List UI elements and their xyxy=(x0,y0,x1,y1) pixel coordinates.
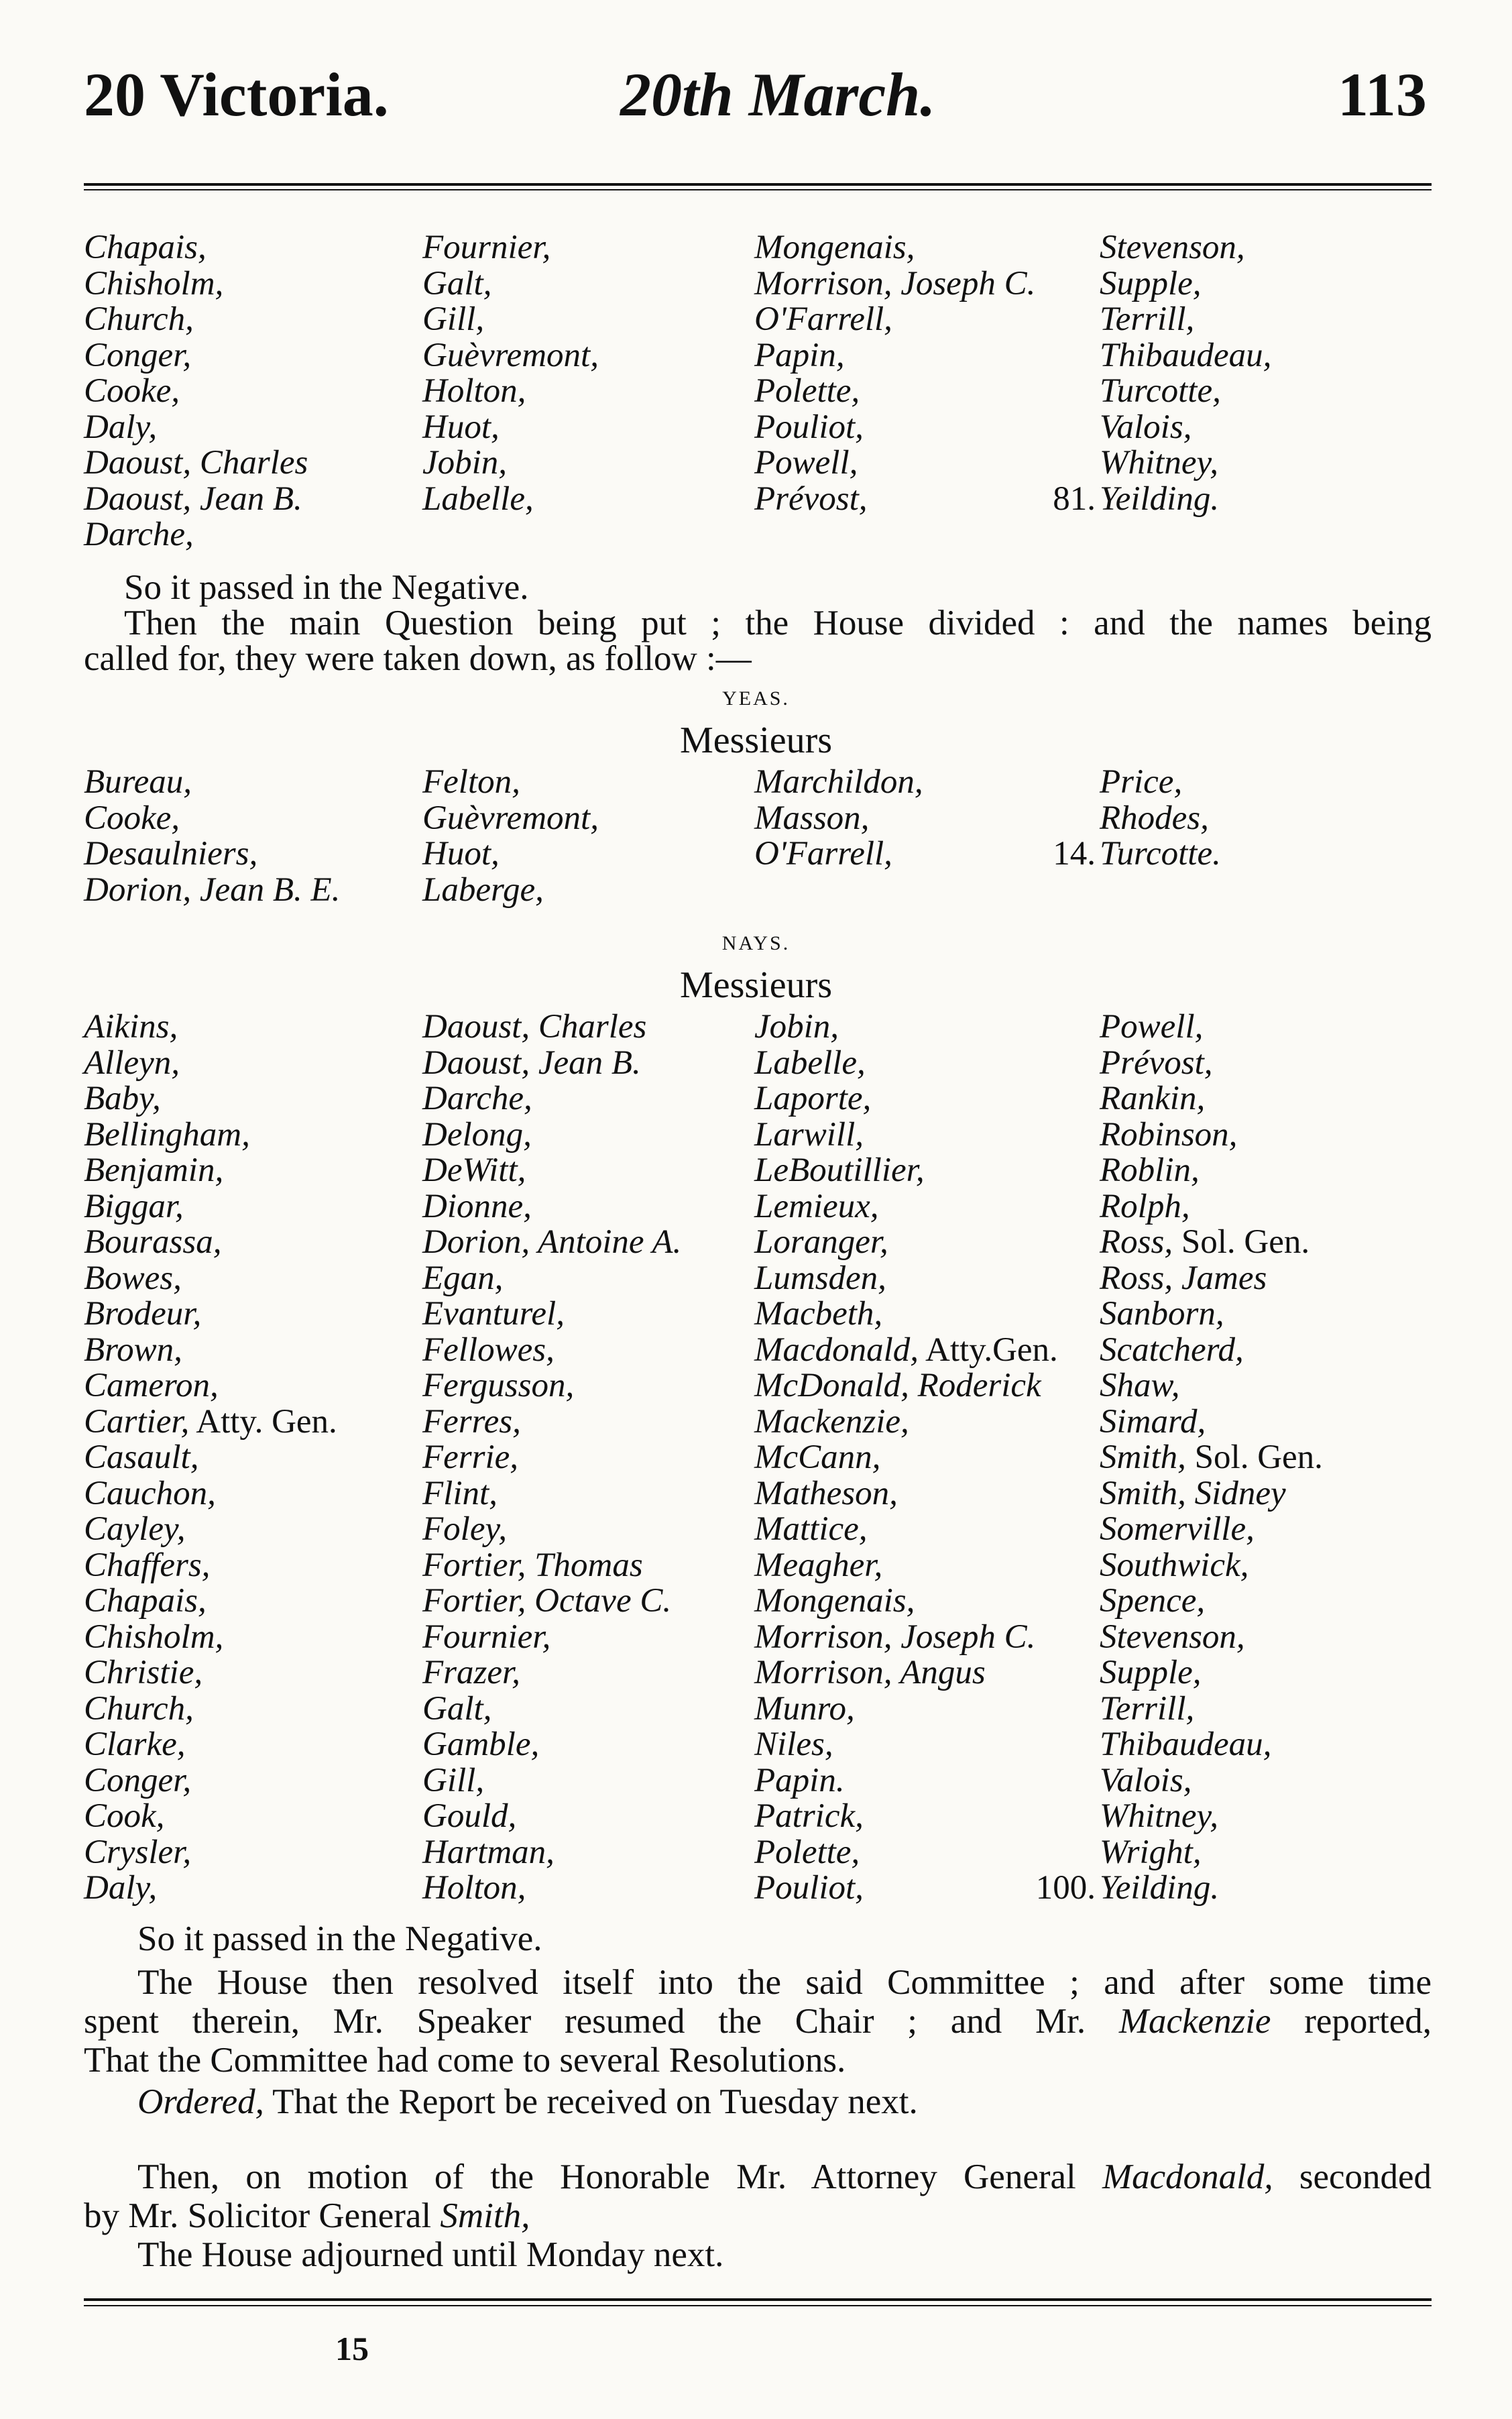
member-name: Supple, xyxy=(1100,1654,1202,1691)
member-name: Jobin, xyxy=(422,444,508,482)
member-name: Mattice, xyxy=(754,1510,868,1548)
member-name: Roblin, xyxy=(1100,1151,1200,1189)
member-name: Laberge, xyxy=(422,870,544,909)
nays-total: 100. xyxy=(1035,1869,1096,1907)
member-name: Whitney, xyxy=(1100,444,1219,482)
member-name: Gould, xyxy=(422,1797,517,1835)
member-name: Robinson, xyxy=(1100,1115,1238,1154)
main-question-line1: Then the main Question being put ; the House divided : and the names being xyxy=(124,604,1432,642)
member-name: Galt, xyxy=(422,264,492,302)
member-name: Ferrie, xyxy=(422,1439,519,1476)
header-rule-thick xyxy=(84,183,1432,186)
member-name: Cooke, xyxy=(84,372,180,410)
member-name: Somerville, xyxy=(1100,1510,1255,1548)
member-name: Smith, xyxy=(440,2196,530,2235)
member-name-text: Yeilding. xyxy=(1100,1869,1220,1907)
motion-line1 xyxy=(137,2156,1432,2198)
member-name: Daoust, Charles xyxy=(422,1008,647,1046)
committee-line2-text: spent therein, Mr. Speaker resumed the Chair ; and Mr. xyxy=(84,2002,1086,2041)
member-name: Simard, xyxy=(1100,1402,1206,1441)
member-name: Daoust, Jean B. xyxy=(422,1044,641,1082)
member-name: Niles, xyxy=(754,1726,833,1763)
member-name: Rankin, xyxy=(1100,1080,1206,1117)
member-name: Daoust, Jean B. xyxy=(84,480,302,518)
yeas-messieurs: Messieurs xyxy=(679,720,833,761)
member-name: Dorion, Jean B. E. xyxy=(84,870,341,909)
member-name: Fournier, xyxy=(422,1618,551,1656)
member-name-text: Smith, xyxy=(1100,1439,1186,1476)
nays-names xyxy=(84,1009,1432,1921)
nays-col1 xyxy=(84,1009,337,1907)
negative-statement: So it passed in the Negative. xyxy=(124,568,529,607)
member-name: Crysler, xyxy=(84,1833,192,1871)
member-name: Felton, xyxy=(422,763,520,801)
member-name: Thibaudeau, xyxy=(1100,336,1272,374)
ordered-label: Ordered, xyxy=(137,2082,264,2121)
member-name-text: Turcotte. xyxy=(1100,835,1221,873)
motion-line1-end: seconded xyxy=(1299,2157,1432,2196)
nays-col4 xyxy=(1035,1008,1323,1907)
volume-title: 20 Victoria. xyxy=(84,60,389,129)
member-name: Morrison, Joseph C. xyxy=(754,1618,1036,1656)
member-name: Loranger, xyxy=(754,1223,888,1261)
member-name: Brown, xyxy=(84,1331,182,1369)
nays-col3 xyxy=(754,1009,1058,1907)
signature-mark: 15 xyxy=(335,2330,369,2367)
member-name: Labelle, xyxy=(422,480,534,518)
division1-col3 xyxy=(754,230,1035,517)
committee-line3: That the Committee had come to several Resolutions. xyxy=(84,2041,846,2080)
member-name: Chapais, xyxy=(84,1582,207,1620)
member-name: Gill, xyxy=(422,300,485,338)
nays-heading: NAYS. xyxy=(721,932,791,954)
member-name: Church, xyxy=(84,1689,194,1728)
division1-col1 xyxy=(84,230,308,553)
division-total: 81. xyxy=(1053,480,1096,518)
committee-line1: The House then resolved itself into the said Committee ; and after some time xyxy=(137,1963,1432,2002)
yeas-col3 xyxy=(754,765,923,873)
member-name: Mackenzie xyxy=(1118,2002,1271,2041)
member-name: Smith, Sidney xyxy=(1100,1474,1286,1512)
member-name: Chisholm, xyxy=(84,1618,224,1656)
member-name: Christie, xyxy=(84,1654,203,1691)
member-name: Macdonald, xyxy=(1102,2157,1273,2196)
yeas-col2 xyxy=(422,765,599,908)
motion-line1-text: Then, on motion of the Honorable Mr. Attorney General xyxy=(137,2157,1076,2196)
member-name: Prévost, xyxy=(754,480,868,518)
member-name: Mongenais, xyxy=(754,1582,915,1620)
member-name: Church, xyxy=(84,300,194,338)
member-name: O'Farrell, xyxy=(754,300,892,338)
member-name: Cayley, xyxy=(84,1510,186,1548)
member-name: Darche, xyxy=(84,516,194,553)
member-name: Delong, xyxy=(422,1115,532,1154)
member-name: Brodeur, xyxy=(84,1295,202,1333)
member-name: Evanturel, xyxy=(422,1295,565,1333)
footer-rule-thick xyxy=(84,2298,1432,2301)
division1-col4 xyxy=(1053,229,1272,518)
member-name: Jobin, xyxy=(754,1008,839,1046)
member-name: Valois, xyxy=(1100,408,1192,446)
member-name xyxy=(84,1404,337,1441)
member-name: Fergusson, xyxy=(422,1367,575,1404)
member-name: Chisholm, xyxy=(84,264,224,302)
member-name: Powell, xyxy=(1100,1008,1204,1046)
member-name: Whitney, xyxy=(1100,1797,1219,1835)
member-name: Daly, xyxy=(84,1869,158,1907)
member-name: Lemieux, xyxy=(754,1187,879,1225)
member-name: Marchildon, xyxy=(754,763,923,801)
motion-line2 xyxy=(84,2195,1432,2237)
member-name xyxy=(1100,1440,1323,1476)
office-suffix: Sol. Gen. xyxy=(1173,1223,1310,1261)
member-name: Chapais, xyxy=(84,229,207,266)
member-name: Galt, xyxy=(422,1689,492,1728)
member-name: Casault, xyxy=(84,1439,199,1476)
yeas-col1 xyxy=(84,765,340,908)
date-title: 20th March. xyxy=(620,60,936,129)
member-name: Chaffers, xyxy=(84,1546,211,1584)
member-name-text: Ross, xyxy=(1100,1223,1173,1261)
member-name: Daoust, Charles xyxy=(84,444,308,482)
ordered-text: That the Report be received on Tuesday next. xyxy=(264,2082,918,2121)
member-name: Terrill, xyxy=(1100,1689,1195,1728)
member-name: Mackenzie, xyxy=(754,1402,909,1441)
member-name: Prévost, xyxy=(1100,1044,1213,1082)
member-name: Hartman, xyxy=(422,1833,555,1871)
member-name: McCann, xyxy=(754,1439,881,1476)
member-name: Bureau, xyxy=(84,763,192,801)
adjourn-line: The House adjourned until Monday next. xyxy=(137,2235,724,2274)
member-name: Bowes, xyxy=(84,1259,182,1297)
member-name: Gamble, xyxy=(422,1726,540,1763)
member-name: Fellowes, xyxy=(422,1331,555,1369)
yeas-total: 14. xyxy=(1053,835,1096,873)
member-name: Desaulniers, xyxy=(84,835,258,873)
member-name-text: Macdonald, xyxy=(754,1331,919,1369)
member-name: Flint, xyxy=(422,1474,498,1512)
member-name: Labelle, xyxy=(754,1044,866,1082)
member-name: Ferres, xyxy=(422,1402,521,1441)
member-name-text: Cartier, xyxy=(84,1402,190,1441)
member-name: Morrison, Angus xyxy=(754,1654,986,1691)
ordered-line xyxy=(137,2081,1485,2123)
member-name: Patrick, xyxy=(754,1797,864,1835)
member-name: Macbeth, xyxy=(754,1295,883,1333)
header-rule-thin xyxy=(84,189,1432,190)
member-name xyxy=(1053,835,1221,873)
member-name xyxy=(754,1333,1058,1369)
nays-col2 xyxy=(422,1009,681,1907)
member-name: Gill, xyxy=(422,1761,485,1799)
member-name: Lumsden, xyxy=(754,1259,886,1297)
office-suffix: Atty. Gen. xyxy=(189,1402,337,1441)
member-name: Foley, xyxy=(422,1510,508,1548)
member-name: Alleyn, xyxy=(84,1044,180,1082)
member-name: Matheson, xyxy=(754,1474,898,1512)
member-name: Price, xyxy=(1100,763,1183,801)
member-name: Polette, xyxy=(754,1833,860,1871)
member-name: Fortier, Octave C. xyxy=(422,1582,672,1620)
member-name: Stevenson, xyxy=(1100,229,1245,266)
member-name: Huot, xyxy=(422,835,500,873)
committee-line2 xyxy=(84,2001,1432,2042)
member-name: Holton, xyxy=(422,1869,526,1907)
member-name: Morrison, Joseph C. xyxy=(754,264,1036,302)
member-name: Terrill, xyxy=(1100,300,1195,338)
member-name xyxy=(1053,480,1271,518)
division1-names xyxy=(84,230,1432,565)
member-name: Conger, xyxy=(84,336,192,374)
member-name: Huot, xyxy=(422,408,500,446)
member-name: Aikins, xyxy=(84,1008,178,1046)
member-name: Guèvremont, xyxy=(422,336,599,374)
member-name: McDonald, Roderick xyxy=(754,1367,1041,1404)
member-name: Cook, xyxy=(84,1797,165,1835)
member-name: Daly, xyxy=(84,408,158,446)
yeas-col4 xyxy=(1053,763,1221,873)
footer-rule-thin xyxy=(84,2305,1432,2306)
member-name: Scatcherd, xyxy=(1100,1331,1244,1369)
member-name: Papin, xyxy=(754,336,845,374)
office-suffix: Atty.Gen. xyxy=(919,1331,1058,1369)
member-name: Wright, xyxy=(1100,1833,1202,1871)
member-name: Laporte, xyxy=(754,1080,872,1117)
member-name: Mongenais, xyxy=(754,229,915,266)
member-name: Ross, James xyxy=(1100,1259,1267,1297)
member-name: Benjamin, xyxy=(84,1151,224,1189)
member-name: Turcotte, xyxy=(1100,372,1221,410)
division1-col2 xyxy=(422,230,599,517)
member-name: LeBoutillier, xyxy=(754,1151,925,1189)
member-name xyxy=(1100,1225,1323,1261)
member-name xyxy=(1035,1869,1323,1907)
member-name: Clarke, xyxy=(84,1726,186,1763)
member-name: Thibaudeau, xyxy=(1100,1726,1272,1763)
member-name: Guèvremont, xyxy=(422,799,599,837)
page-number: 113 xyxy=(1338,60,1427,129)
member-name: Darche, xyxy=(422,1080,532,1117)
member-name: Spence, xyxy=(1100,1582,1206,1620)
member-name: Supple, xyxy=(1100,264,1202,302)
motion-line2-text: by Mr. Solicitor General xyxy=(84,2196,432,2235)
member-name: Egan, xyxy=(422,1259,504,1297)
member-name: Valois, xyxy=(1100,1761,1192,1799)
member-name: Fortier, Thomas xyxy=(422,1546,643,1584)
member-name: Larwill, xyxy=(754,1115,864,1154)
member-name: Frazer, xyxy=(422,1654,520,1691)
member-name: Bourassa, xyxy=(84,1223,222,1261)
yeas-heading: YEAS. xyxy=(722,687,790,710)
member-name: Sanborn, xyxy=(1100,1295,1224,1333)
member-name: Rhodes, xyxy=(1100,799,1209,837)
member-name: Pouliot, xyxy=(754,408,864,446)
member-name: Fournier, xyxy=(422,229,551,266)
member-name: Cameron, xyxy=(84,1367,219,1404)
member-name: Rolph, xyxy=(1100,1187,1190,1225)
member-name: Masson, xyxy=(754,799,870,837)
member-name: Polette, xyxy=(754,372,860,410)
member-name-text: Yeilding. xyxy=(1100,480,1220,518)
member-name: Holton, xyxy=(422,372,526,410)
member-name: Pouliot, xyxy=(754,1869,864,1907)
member-name: Powell, xyxy=(754,444,858,482)
member-name: Meagher, xyxy=(754,1546,883,1584)
member-name: Conger, xyxy=(84,1761,192,1799)
member-name: Bellingham, xyxy=(84,1115,250,1154)
member-name: Stevenson, xyxy=(1100,1618,1245,1656)
office-suffix: Sol. Gen. xyxy=(1185,1439,1323,1476)
member-name: Shaw, xyxy=(1100,1367,1180,1404)
member-name: Dorion, Antoine A. xyxy=(422,1223,682,1261)
negative-statement: So it passed in the Negative. xyxy=(137,1919,542,1958)
committee-line2-end: reported, xyxy=(1304,2002,1432,2041)
member-name: Baby, xyxy=(84,1080,161,1117)
yeas-names xyxy=(84,765,1432,912)
member-name: O'Farrell, xyxy=(754,835,892,873)
member-name: Cauchon, xyxy=(84,1474,216,1512)
member-name: DeWitt, xyxy=(422,1151,526,1189)
member-name: Dionne, xyxy=(422,1187,532,1225)
member-name: Biggar, xyxy=(84,1187,184,1225)
member-name: Southwick, xyxy=(1100,1546,1249,1584)
member-name: Munro, xyxy=(754,1689,855,1728)
nays-messieurs: Messieurs xyxy=(679,964,833,1006)
member-name: Papin. xyxy=(754,1761,845,1799)
member-name: Cooke, xyxy=(84,799,180,837)
main-question-line2: called for, they were taken down, as follow :— xyxy=(84,639,752,678)
